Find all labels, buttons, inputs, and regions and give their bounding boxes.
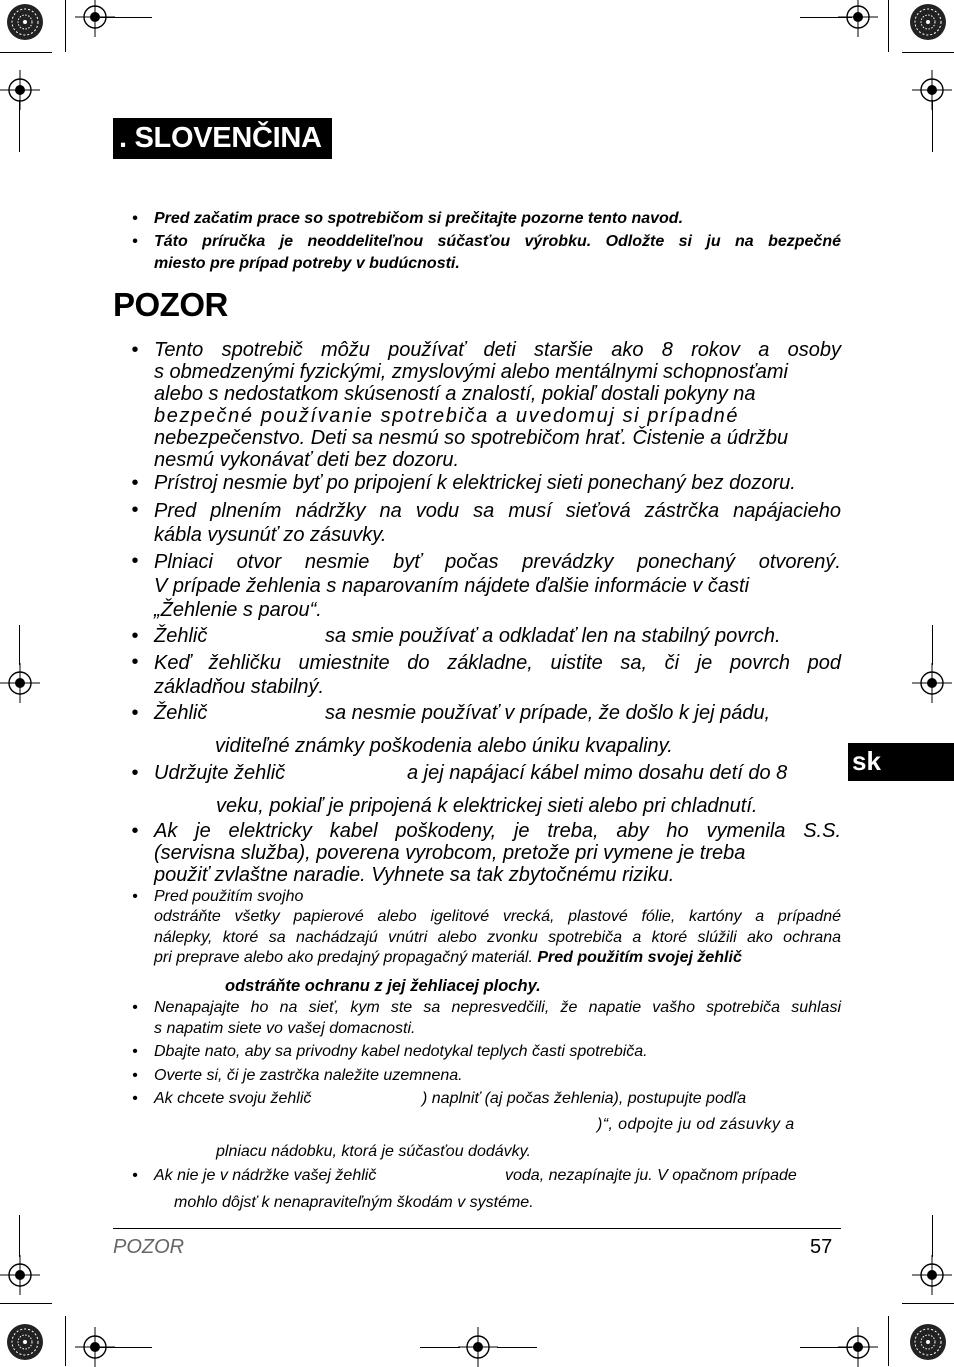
item-line: alebo s nedostatkom skúseností a znalostí, pokiaľ dostali pokyny na <box>154 383 756 405</box>
item-line-bold: Pred použitím svojej žehlič <box>537 949 742 966</box>
crop-mark <box>932 1215 933 1257</box>
crop-mark <box>932 625 933 665</box>
bullet-mark: • <box>131 339 139 361</box>
section-title: POZOR <box>113 286 228 323</box>
crop-mark <box>800 17 852 18</box>
item-line: Plniaci otvor nesmie byť počas prevádzky ponechaný otvorený. <box>154 551 841 573</box>
crop-mark <box>888 0 889 52</box>
item-line: „Žehlenie s parou“. <box>154 599 322 621</box>
item-line: (servisna služba), poverena vyrobcom, pretože pri vymene je treba <box>154 842 746 864</box>
item-line: s obmedzenými fyzickými, zmyslovými alebo mentálnymi schopnosťami <box>154 361 788 383</box>
crop-mark <box>420 1347 460 1348</box>
starburst-mark-icon <box>6 1323 44 1361</box>
item-line: Keď žehličku umiestnite do základne, uistite sa, či je povrch pod <box>154 652 841 674</box>
item-line: základňou stabilný. <box>154 676 325 698</box>
warning-item-no-water-a: Ak nie je v nádržke vašej žehlič <box>154 1167 377 1184</box>
item-line: použiť zvlaštne naradie. Vyhnete sa tak zbytočnému riziku. <box>154 864 675 886</box>
crop-mark <box>100 1347 152 1348</box>
item-line: V prípade žehlenia s naparovaním nájdete ďalšie informácie v časti <box>154 575 750 597</box>
registration-mark-icon <box>0 70 40 110</box>
warning-item-no-water-b: voda, nezapínajte ju. V opačnom prípade <box>505 1167 797 1184</box>
item-line: Pred plnením nádržky na vodu sa musí sieťová zástrčka napájacieho <box>154 500 841 522</box>
warning-item-voltage <box>154 998 841 1039</box>
bullet-mark: • <box>132 888 138 905</box>
crop-mark <box>19 625 20 665</box>
intro-line-1: Pred začatim prace so spotrebičom si prečitajte pozorne tento navod. <box>154 210 684 227</box>
page-number: 57 <box>810 1236 833 1258</box>
item-line: pri preprave alebo ako predajný propagačný materiál. <box>154 949 533 966</box>
crop-mark <box>902 52 954 53</box>
item-line: kábla vysunúť zo zásuvky. <box>154 524 387 546</box>
warning-item-reach-c: veku, pokiaľ je pripojená k elektrickej sieti alebo pri chladnutí. <box>216 795 758 817</box>
warning-item-dropped-a: Žehlič <box>154 702 208 724</box>
warning-item-filling-opening <box>154 550 841 622</box>
bullet-mark: • <box>132 1043 138 1060</box>
bullet-mark: • <box>132 1067 138 1084</box>
bullet-mark: • <box>131 651 139 673</box>
crop-mark <box>0 52 52 53</box>
registration-mark-icon <box>75 0 115 37</box>
crop-mark <box>497 1347 537 1348</box>
footer-section-label: POZOR <box>113 1236 185 1258</box>
registration-mark-icon <box>458 1327 498 1367</box>
item-line: Tento spotrebič môžu používať deti staršie ako 8 rokov a osoby <box>154 339 841 361</box>
warning-item-stable-surface-b: sa smie používať a odkladať len na stabilný povrch. <box>325 625 781 647</box>
warning-item-children <box>154 339 841 471</box>
registration-mark-icon <box>838 0 878 37</box>
crop-mark <box>902 1303 954 1304</box>
warning-item-stable-surface-a: Žehlič <box>154 625 208 647</box>
warning-item-packaging-c <box>154 948 841 969</box>
warning-item-reach-b: a jej napájací kábel mimo dosahu detí do 8 <box>407 762 788 784</box>
warning-item-fill-c: )“, odpojte ju od zásuvky a <box>597 1116 795 1133</box>
item-line: nesmú vykonávať deti bez dozoru. <box>154 449 460 471</box>
warning-item-dropped-c: viditeľné známky poškodenia alebo úniku kvapaliny. <box>215 735 673 757</box>
bullet-mark: • <box>132 999 138 1016</box>
warning-item-unattended: Prístroj nesmie byť po pripojení k elektrickej sieti ponechaný bez dozoru. <box>154 472 796 494</box>
bullet-mark: • <box>131 820 139 842</box>
warning-item-no-water-c: mohlo dôjsť k nenapraviteľným škodám v systéme. <box>174 1194 534 1211</box>
bullet-mark: • <box>132 233 138 250</box>
intro-line-2: Táto príručka je neoddeliteľnou súčasťou výrobku. Odložte si ju na bezpečné <box>154 233 841 250</box>
starburst-mark-icon <box>6 3 44 41</box>
bullet-mark: • <box>131 702 139 724</box>
warning-item-cable <box>154 820 841 886</box>
warning-item-reach-a: Udržujte žehlič <box>154 762 286 784</box>
bullet-mark: • <box>132 210 138 227</box>
item-line: bezpečné používanie spotrebiča a uvedomuj si prípadné <box>154 405 740 427</box>
crop-mark <box>800 1347 852 1348</box>
warning-item-fill-d: plniacu nádobku, ktorá je súčasťou dodávky. <box>216 1143 531 1160</box>
item-line: odstráňte všetky papierové alebo igelitové vrecká, plastové fólie, kartóny a prípadné <box>154 908 841 925</box>
warning-item-base <box>154 651 841 699</box>
crop-mark <box>19 100 20 152</box>
registration-mark-icon <box>0 1255 40 1295</box>
warning-item-earthed: Overte si, či je zastrčka naležite uzemnena. <box>154 1067 463 1084</box>
crop-mark <box>65 1316 66 1366</box>
starburst-mark-icon <box>909 1323 947 1361</box>
item-line: Ak je elektricky kabel poškodeny, je treba, aby ho vymenila S.S. <box>154 820 841 842</box>
warning-item-packaging-b <box>154 907 841 948</box>
bullet-mark: • <box>132 1167 138 1184</box>
language-section-header: . SLOVENČINA <box>113 118 332 159</box>
crop-mark <box>888 1316 889 1366</box>
bullet-mark: • <box>131 550 139 572</box>
bullet-mark: • <box>131 762 139 784</box>
bullet-mark: • <box>131 472 139 494</box>
item-line: s napatim siete vo vašej domacnosti. <box>154 1019 416 1037</box>
bullet-mark: • <box>131 625 139 647</box>
bullet-mark: • <box>131 499 139 521</box>
warning-item-packaging-a: Pred použitím svojho <box>154 888 304 905</box>
warning-item-cord-hot: Dbajte nato, aby sa privodny kabel nedotykal teplych časti spotrebiča. <box>154 1043 648 1060</box>
crop-mark <box>0 1303 52 1304</box>
registration-mark-icon <box>912 663 952 703</box>
warning-item-fill-b: ) naplniť (aj počas žehlenia), postupujte podľa <box>422 1090 747 1107</box>
warning-item-fill-a: Ak chcete svoju žehlič <box>154 1090 312 1107</box>
crop-mark <box>932 100 933 152</box>
registration-mark-icon <box>912 1255 952 1295</box>
warning-item-dropped-b: sa nesmie používať v prípade, že došlo k jej pádu, <box>325 702 771 724</box>
bullet-mark: • <box>132 1090 138 1107</box>
item-line: nebezpečenstvo. Deti sa nesmú so spotrebičom hrať. Čistenie a údržbu <box>154 427 789 449</box>
registration-mark-icon <box>0 663 40 703</box>
warning-item-packaging-e: odstráňte ochranu z jej žehliacej plochy. <box>225 977 541 995</box>
crop-mark <box>19 1215 20 1257</box>
footer-rule <box>113 1228 841 1229</box>
crop-mark <box>65 0 66 52</box>
starburst-mark-icon <box>909 3 947 41</box>
language-tab-sk: sk <box>848 743 954 781</box>
item-line: Nenapajajte ho na sieť, kym ste sa nepresvedčili, že napatie vašho spotrebiča suhlasi <box>154 999 841 1016</box>
item-line: nálepky, ktoré sa nachádzajú vnútri alebo zvonku spotrebiča a ktoré slúžili ako ochrana <box>154 928 841 946</box>
intro-line-3: miesto pre prípad potreby v budúcnosti. <box>154 255 460 272</box>
crop-mark <box>100 17 152 18</box>
warning-item-unplug <box>154 499 841 547</box>
